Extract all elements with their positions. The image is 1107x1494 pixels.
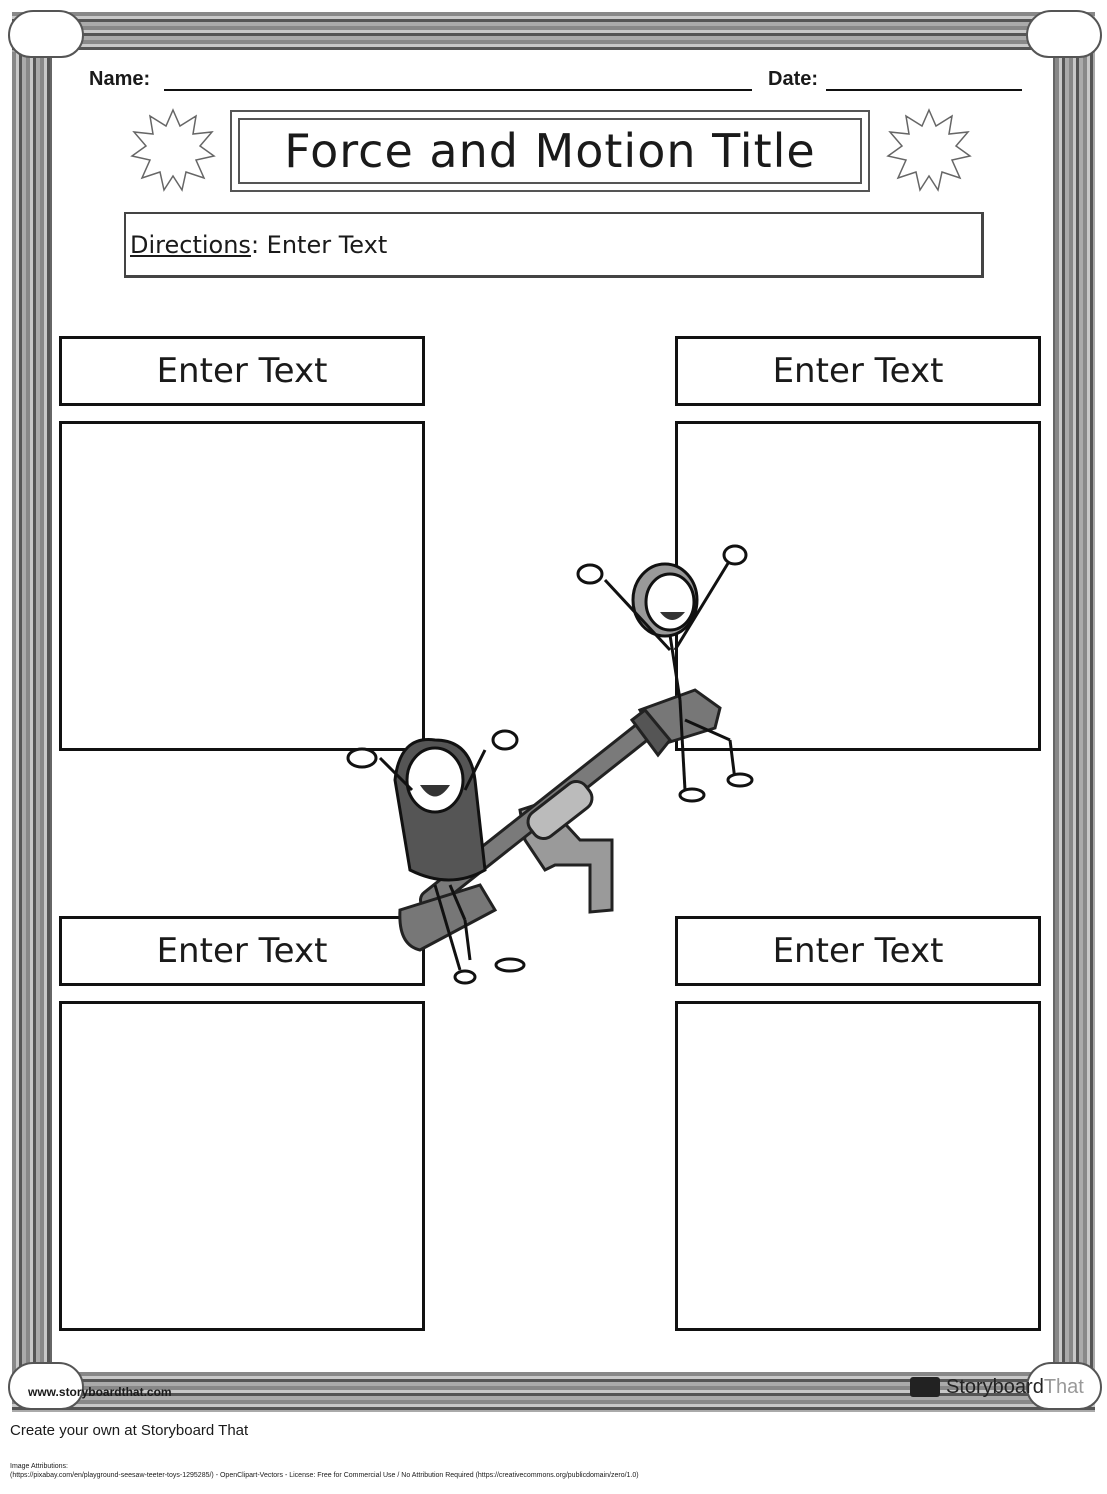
cloud-corner-icon xyxy=(1026,10,1102,58)
seesaw-icon xyxy=(340,540,760,990)
directions-box[interactable] xyxy=(124,212,984,278)
section-heading-bottom-left[interactable]: Enter Text xyxy=(59,916,425,986)
starburst-icon xyxy=(130,108,216,192)
cloud-corner-icon xyxy=(8,10,84,58)
storyboardthat-logo[interactable] xyxy=(910,1374,1084,1400)
name-field[interactable] xyxy=(164,89,752,91)
create-link[interactable]: Create your own at Storyboard That xyxy=(10,1422,249,1439)
section-heading-top-right[interactable]: Enter Text xyxy=(675,336,1041,406)
title-banner xyxy=(230,110,870,192)
starburst-icon xyxy=(886,108,972,192)
speech-bubble-icon xyxy=(910,1377,940,1397)
brand-name-part1: Storyboard xyxy=(946,1375,1044,1398)
footer-url[interactable]: www.storyboardthat.com xyxy=(28,1385,172,1399)
attributions-text: (https://pixabay.com/en/playground-seesaw-teeter-toys-1295285/) - OpenClipart-Vectors - License: Free for Commercial Use / No Attribution Required (https://creativecommons.org/publicdomain/zero/1.0) xyxy=(10,1472,639,1479)
date-field[interactable] xyxy=(826,89,1022,91)
page-title[interactable]: Force and Motion Title xyxy=(238,118,862,184)
section-heading-top-left[interactable]: Enter Text xyxy=(59,336,425,406)
section-content-bottom-right[interactable] xyxy=(675,1001,1041,1331)
attributions-label: Image Attributions: xyxy=(10,1463,68,1470)
section-heading-bottom-right[interactable]: Enter Text xyxy=(675,916,1041,986)
directions-label: Directions xyxy=(130,230,251,259)
brand-name-part2: That xyxy=(1043,1375,1084,1398)
image-attributions xyxy=(10,1462,1100,1480)
frame-left-border xyxy=(12,12,52,1412)
date-label: Date: xyxy=(768,68,819,90)
name-label: Name: xyxy=(89,68,151,90)
directions-text: : Enter Text xyxy=(250,230,388,259)
frame-right-border xyxy=(1055,12,1095,1412)
section-content-bottom-left[interactable] xyxy=(59,1001,425,1331)
frame-top-border xyxy=(12,12,1095,52)
